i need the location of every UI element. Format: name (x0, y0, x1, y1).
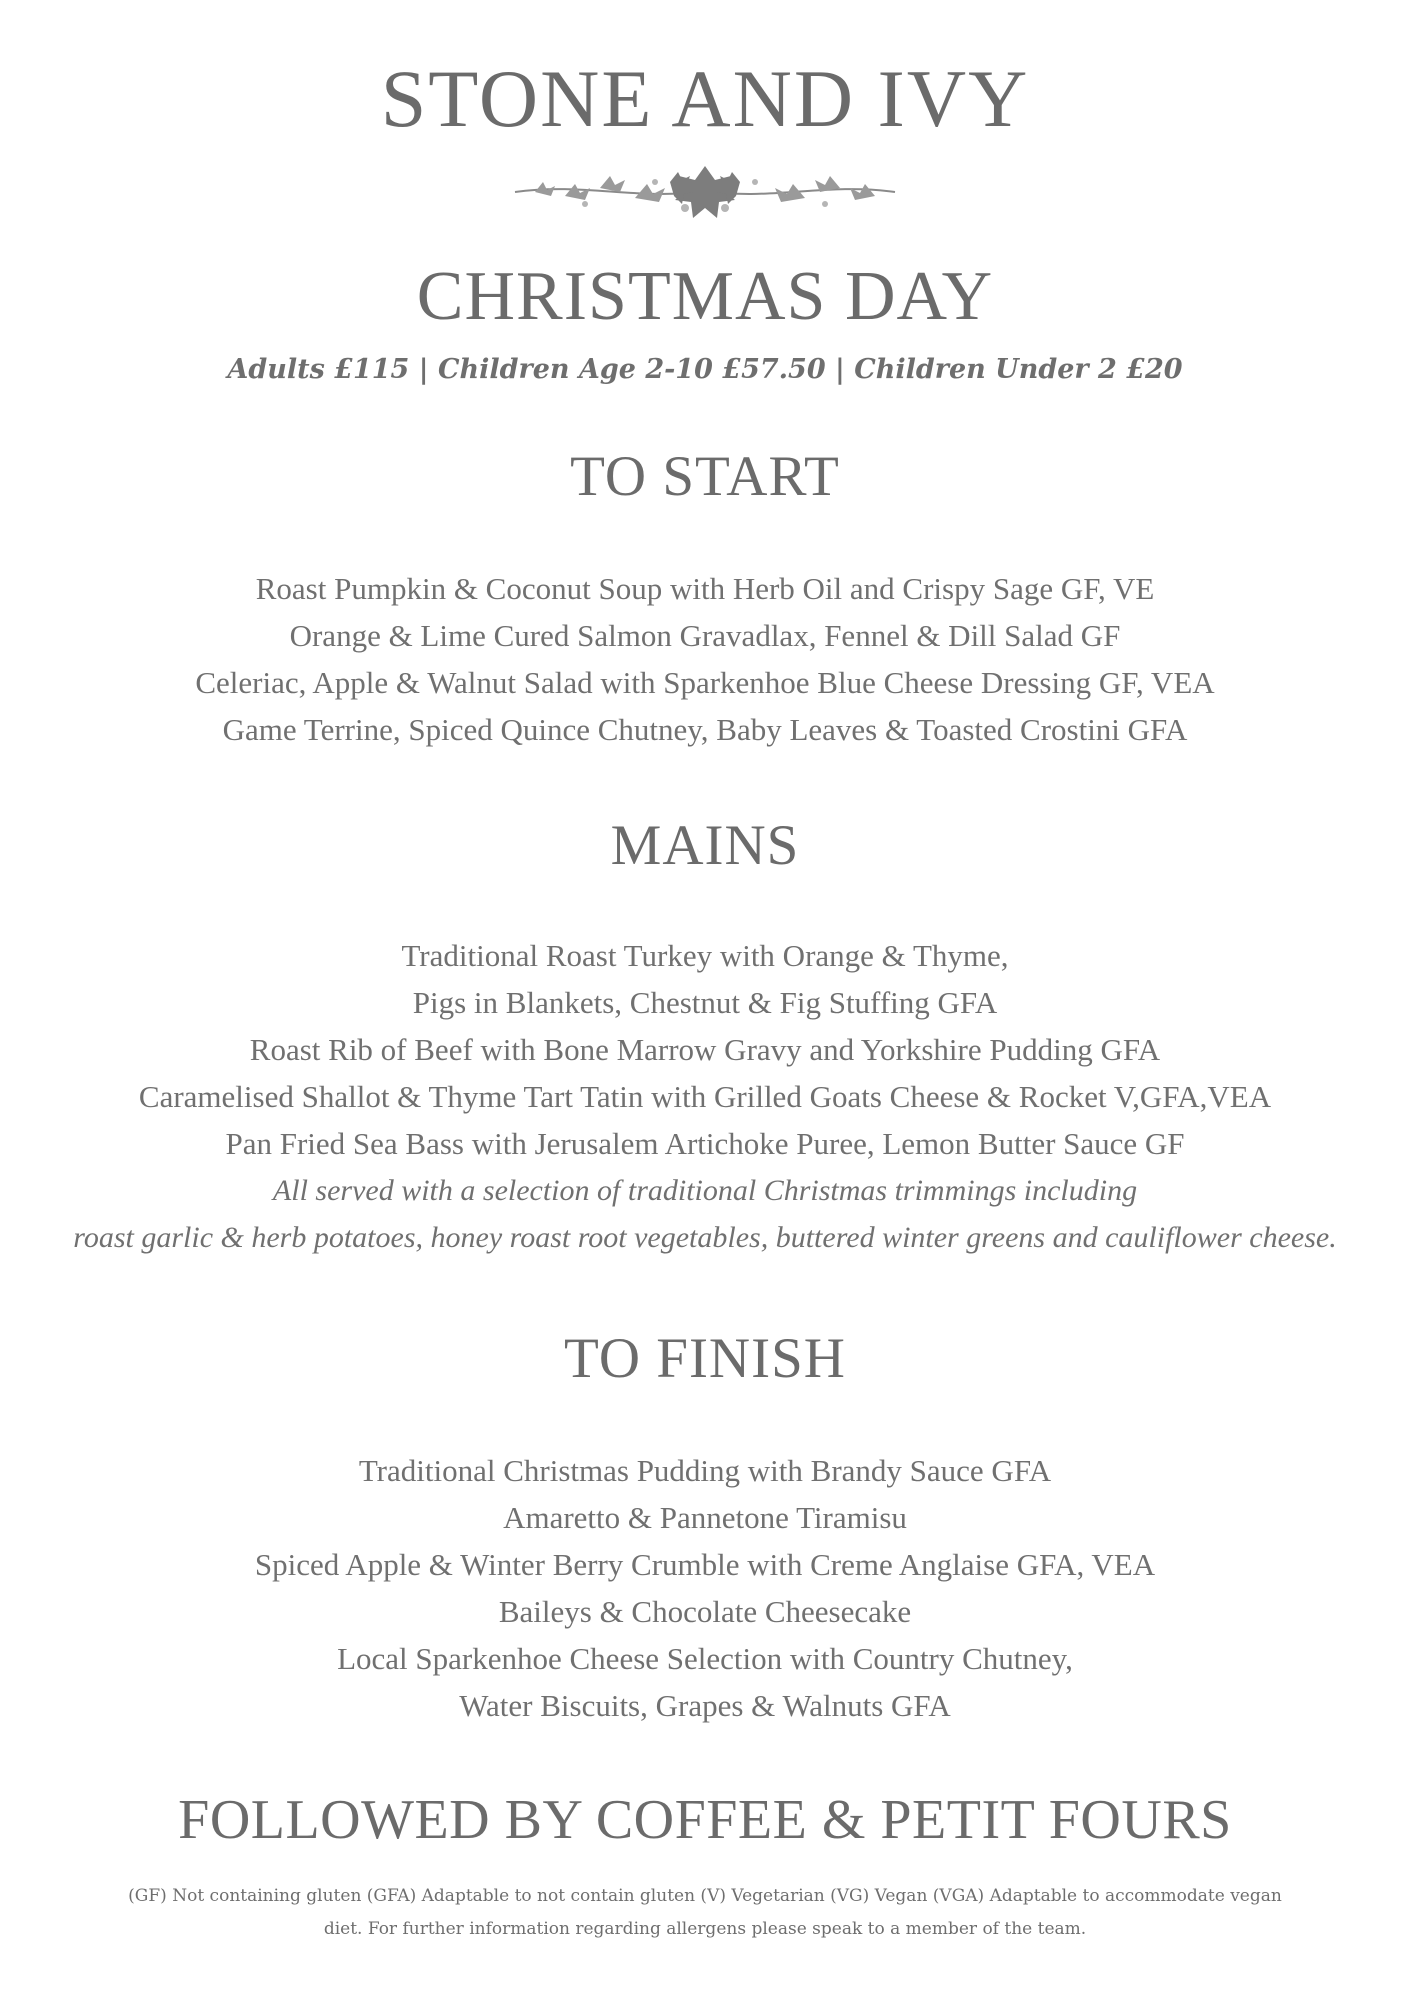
menu-item: Local Sparkenhoe Cheese Selection with Country Chutney, (337, 1641, 1073, 1676)
menu-item: Game Terrine, Spiced Quince Chutney, Baby Leaves & Toasted Crostini GFA (222, 712, 1188, 747)
menu-item: Celeriac, Apple & Walnut Salad with Sparkenhoe Blue Cheese Dressing GF, VEA (195, 665, 1215, 700)
trimmings-note: roast garlic & herb potatoes, honey roast root vegetables, buttered winter greens and cauliflower cheese. (73, 1221, 1337, 1254)
mains-items (0, 932, 1410, 1261)
menu-item: Roast Pumpkin & Coconut Soup with Herb Oil and Crispy Sage GF, VE (255, 571, 1155, 606)
menu-item: Baileys & Chocolate Cheesecake (498, 1594, 912, 1629)
menu-item: Pigs in Blankets, Chestnut & Fig Stuffing GFA (412, 985, 998, 1020)
menu-item: Orange & Lime Cured Salmon Gravadlax, Fennel & Dill Salad GF (289, 618, 1121, 653)
ivy-leaf-garland-icon (505, 152, 905, 232)
start-items (0, 565, 1410, 753)
trimmings-note: All served with a selection of traditional Christmas trimmings including (272, 1174, 1138, 1207)
allergen-footer (30, 1880, 1380, 1946)
allergen-footer-line: diet. For further information regarding allergens please speak to a member of the team. (323, 1919, 1087, 1939)
section-heading-start: TO START (570, 445, 840, 508)
menu-item: Pan Fried Sea Bass with Jerusalem Artichoke Puree, Lemon Butter Sauce GF (225, 1126, 1185, 1161)
closing-line: FOLLOWED BY COFFEE & PETIT FOURS (178, 1789, 1232, 1851)
menu-item: Amaretto & Pannetone Tiramisu (503, 1500, 907, 1535)
menu-item: Caramelised Shallot & Thyme Tart Tatin with Grilled Goats Cheese & Rocket V,GFA,VEA (138, 1079, 1272, 1114)
menu-item: Spiced Apple & Winter Berry Crumble with Creme Anglaise GFA, VEA (254, 1547, 1156, 1582)
section-heading-finish: TO FINISH (564, 1327, 846, 1390)
finish-items (0, 1447, 1410, 1729)
brand-name: STONE AND IVY (380, 53, 1030, 144)
section-heading-mains: MAINS (610, 814, 800, 877)
menu-item: Traditional Christmas Pudding with Brandy Sauce GFA (358, 1453, 1052, 1488)
menu-item: Roast Rib of Beef with Bone Marrow Gravy and Yorkshire Pudding GFA (249, 1032, 1161, 1067)
menu-title: CHRISTMAS DAY (416, 258, 994, 335)
menu-item: Traditional Roast Turkey with Orange & Thyme, (401, 938, 1009, 973)
allergen-footer-line: (GF) Not containing gluten (GFA) Adaptable to not contain gluten (V) Vegetarian (VG) Vegan (VGA) Adaptable to accommodate vegan (128, 1886, 1282, 1906)
price-line: Adults £115 | Children Age 2-10 £57.50 | Children Under 2 £20 (227, 354, 1183, 385)
menu-item: Water Biscuits, Grapes & Walnuts GFA (459, 1688, 951, 1723)
